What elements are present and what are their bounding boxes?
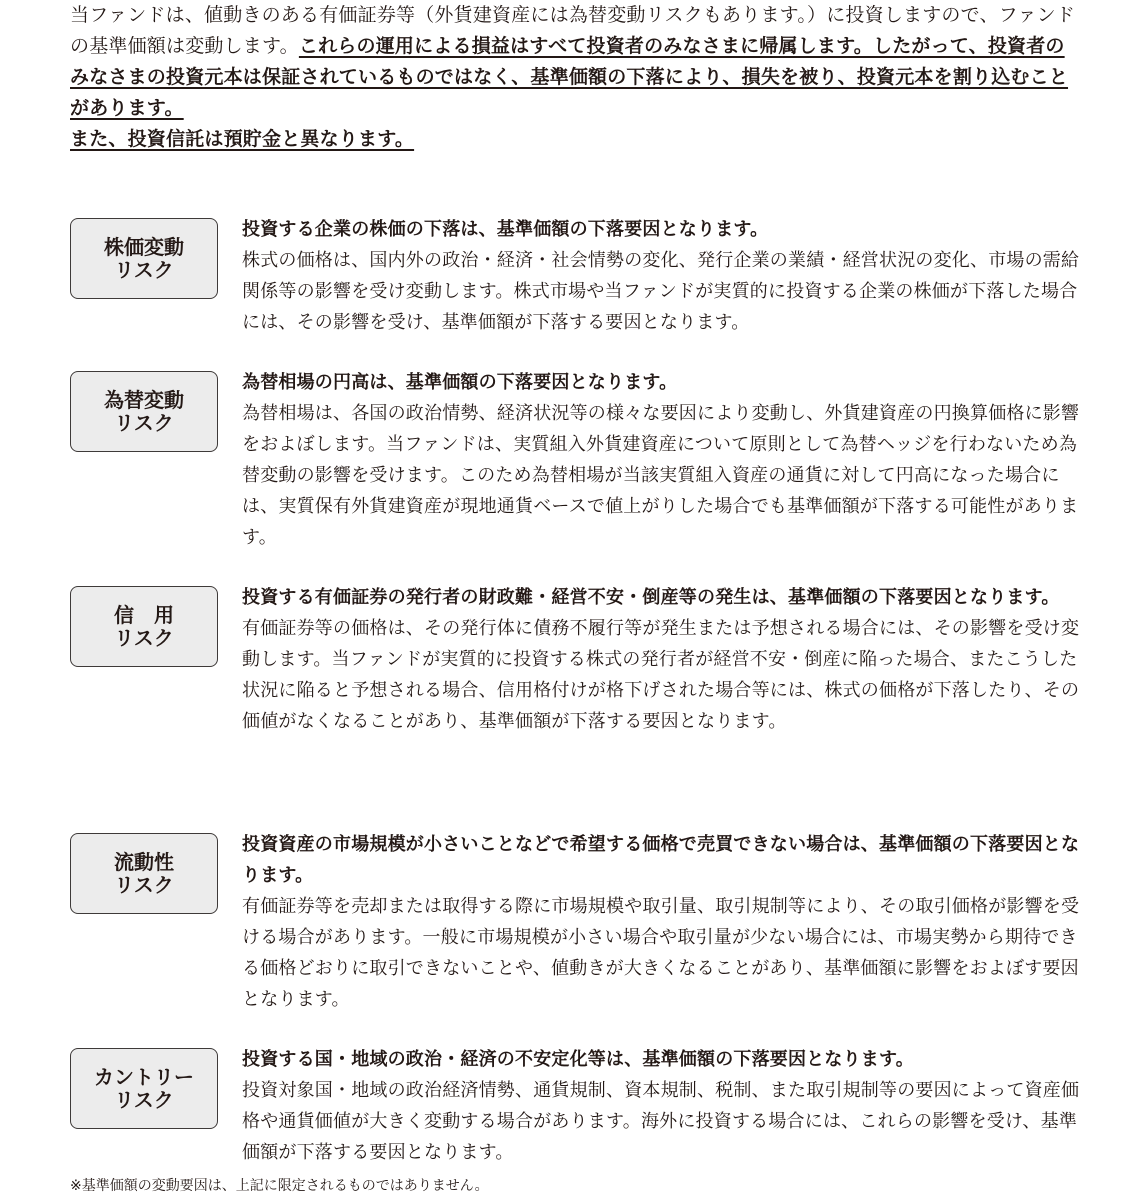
intro-underlined-text: これらの運用による損益はすべて投資者のみなさまに帰属します。したがって、投資者のみなさまの投資元本は保証されているものではなく、基準価額の下落により、損失を被り、投資元本を割り込むことがあります。 [70, 35, 1069, 119]
risk-headline: 投資する企業の株価の下落は、基準価額の下落要因となります。 [242, 219, 769, 240]
risk-badge [70, 218, 218, 299]
risk-badge-label: 為替変動 リスク [104, 387, 184, 435]
risk-badge [70, 833, 218, 914]
risk-badge-label: カントリー リスク [94, 1064, 194, 1112]
risk-badge-label: 信 用 リスク [114, 602, 174, 650]
risk-badge-label: 株価変動 リスク [104, 234, 184, 282]
risk-body [242, 829, 1080, 1015]
risk-body [242, 582, 1080, 737]
risk-description: 有価証券等を売却または取得する際に市場規模や取引量、取引規制等により、その取引価格が影響を受ける場合があります。一般に市場規模が小さい場合や取引量が少ない場合には、市場実勢から期待できる価格どおりに取引できないことや、値動きが大きくなることがあり、基準価額に影響をおよぼす要因となります。 [242, 896, 1080, 1010]
risk-headline: 為替相場の円高は、基準価額の下落要因となります。 [242, 372, 678, 393]
risk-badge-label: 流動性 リスク [114, 849, 174, 897]
risk-body [242, 214, 1080, 338]
risk-badge [70, 371, 218, 452]
risk-description: 投資対象国・地域の政治経済情勢、通貨規制、資本規制、税制、また取引規制等の要因によって資産価格や通貨価値が大きく変動する場合があります。海外に投資する場合には、これらの影響を受け、基準価額が下落する要因となります。 [242, 1080, 1080, 1163]
risk-body [242, 1044, 1080, 1168]
risk-body [242, 367, 1080, 553]
intro-paragraph [70, 0, 1080, 155]
intro-text-2 [70, 124, 1080, 155]
risk-badge [70, 586, 218, 667]
risk-description: 為替相場は、各国の政治情勢、経済状況等の様々な要因により変動し、外貨建資産の円換算価格に影響をおよぼします。当ファンドは、実質組入外貨建資産について原則として為替ヘッジを行わないため為替変動の影響を受けます。このため為替相場が当該実質組入資産の通貨に対して円高になった場合には、実質保有外貨建資産が現地通貨ベースで値上がりした場合でも基準価額が下落する可能性があります。 [242, 403, 1080, 548]
risk-headline: 投資する有価証券の発行者の財政難・経営不安・倒産等の発生は、基準価額の下落要因となります。 [242, 587, 1060, 608]
risk-description: 株式の価格は、国内外の政治・経済・社会情勢の変化、発行企業の業績・経営状況の変化、市場の需給関係等の影響を受け変動します。株式市場や当ファンドが実質的に投資する企業の株価が下落した場合には、その影響を受け、基準価額が下落する要因となります。 [242, 250, 1080, 333]
risk-badge [70, 1048, 218, 1129]
intro-underlined-text-2: また、投資信託は預貯金と異なります。 [70, 128, 415, 150]
intro-text [70, 0, 1080, 124]
footnote: ※基準価額の変動要因は、上記に限定されるものではありません。 [70, 1178, 489, 1194]
risk-description: 有価証券等の価格は、その発行体に債務不履行等が発生または予想される場合には、その影響を受け変動します。当ファンドが実質的に投資する株式の発行者が経営不安・倒産に陥った場合、またこうした状況に陥ると予想される場合、信用格付けが格下げされた場合等には、株式の価格が下落したり、その価値がなくなることがあり、基準価額が下落する要因となります。 [242, 618, 1080, 732]
risk-headline: 投資する国・地域の政治・経済の不安定化等は、基準価額の下落要因となります。 [242, 1049, 914, 1070]
risk-headline: 投資資産の市場規模が小さいことなどで希望する価格で売買できない場合は、基準価額の下落要因となります。 [242, 834, 1080, 886]
intro-normal-text: 当ファンドは、値動きのある有価証券等（外貨建資産には為替変動リスクもあります。）に投資しますので、ファンドの基準価額は変動します。 [70, 4, 1076, 57]
